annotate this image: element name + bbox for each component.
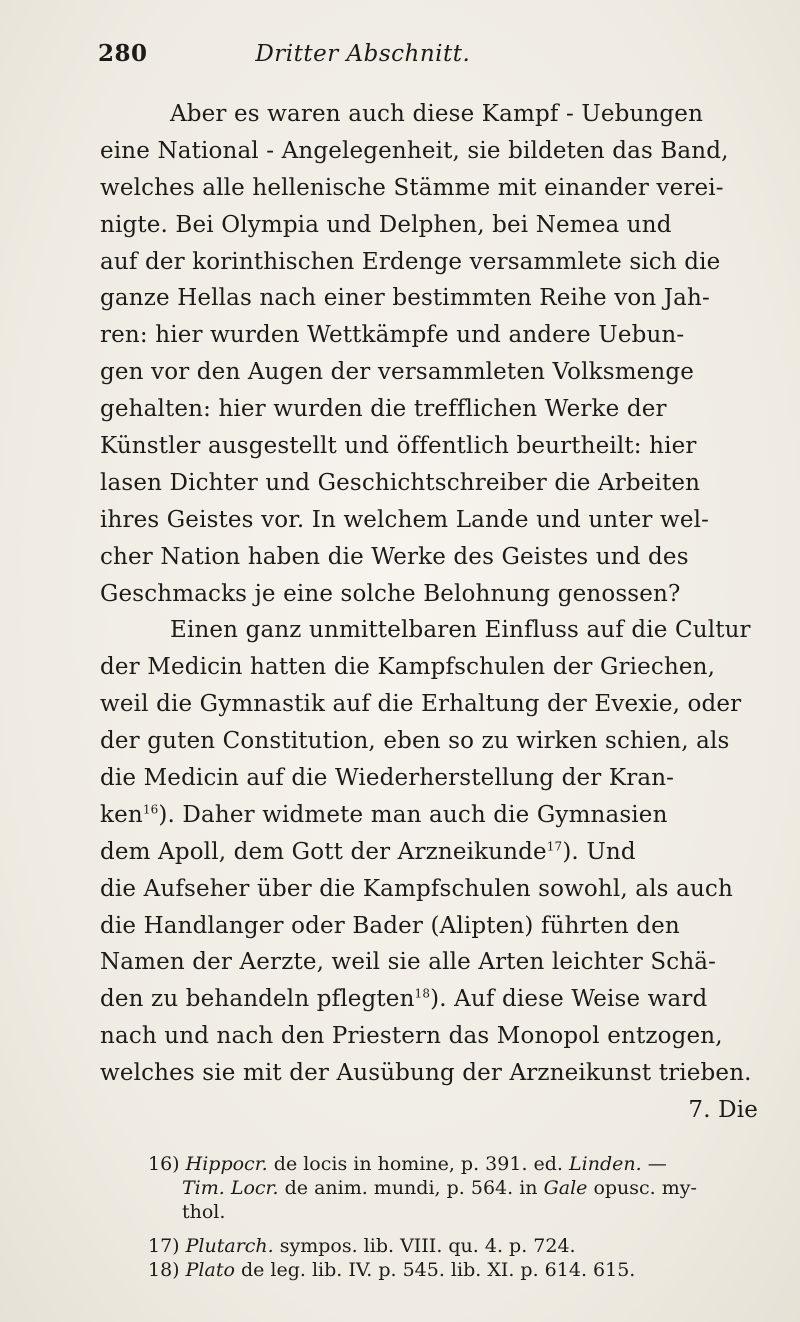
text-line: ganze Hellas nach einer bestimmten Reihe von Jah- bbox=[100, 285, 710, 312]
text-line: die Handlanger oder Bader (Alipten) führten den bbox=[100, 912, 680, 939]
text-line: Künstler ausgestellt und öffentlich beurtheilt: hier bbox=[100, 433, 697, 460]
catchword: 7. Die bbox=[688, 1097, 758, 1124]
footnote-18 bbox=[148, 1258, 768, 1282]
footnote-number: 17) bbox=[148, 1235, 180, 1257]
page-number: 280 bbox=[98, 40, 148, 67]
footnote-ref-16[interactable]: 16 bbox=[142, 802, 159, 817]
text-fragment: dem Apoll, dem Gott der Arzneikunde bbox=[100, 838, 547, 865]
footnote-16-cont bbox=[148, 1200, 768, 1224]
footnote-text: de anim. mundi, p. 564. in bbox=[284, 1177, 538, 1199]
footnote-number: 18) bbox=[148, 1259, 180, 1281]
text-line: welches sie mit der Ausübung der Arzneikunst trieben. bbox=[100, 1060, 752, 1087]
footnote-16 bbox=[148, 1152, 768, 1176]
footnote-dash: — bbox=[647, 1153, 667, 1175]
text-line: ren: hier wurden Wettkämpfe und andere Uebun- bbox=[100, 322, 685, 349]
text-fragment: ). Auf diese Weise ward bbox=[430, 986, 708, 1013]
text-line bbox=[100, 981, 764, 1018]
footnote-author: Hippocr. bbox=[185, 1153, 268, 1175]
footnote-text: de leg. lib. IV. p. 545. lib. XI. p. 614. 615. bbox=[240, 1259, 636, 1281]
text-fragment: ken bbox=[100, 801, 143, 828]
footnote-editor: Gale bbox=[543, 1177, 588, 1199]
footnote-16-cont bbox=[148, 1176, 768, 1200]
body-text bbox=[100, 96, 764, 1129]
text-line: welches alle hellenische Stämme mit einander verei- bbox=[100, 174, 724, 201]
text-line: nach und nach den Priestern das Monopol entzogen, bbox=[100, 1023, 723, 1050]
footnote-text: opusc. my- bbox=[593, 1177, 697, 1199]
footnote-editor: Linden. bbox=[569, 1153, 642, 1175]
text-line: auf der korinthischen Erdenge versammlete sich die bbox=[100, 248, 721, 275]
text-line bbox=[100, 797, 764, 834]
footnote-number: 16) bbox=[148, 1153, 180, 1175]
text-line: Namen der Aerzte, weil sie alle Arten leichter Schä- bbox=[100, 949, 717, 976]
text-line: die Aufseher über die Kampfschulen sowohl, als auch bbox=[100, 875, 733, 902]
footnote-text: thol. bbox=[182, 1201, 226, 1223]
footnote-17 bbox=[148, 1234, 768, 1258]
text-line: eine National - Angelegenheit, sie bildeten das Band, bbox=[100, 137, 729, 164]
footnotes bbox=[148, 1152, 768, 1282]
text-line: die Medicin auf die Wiederherstellung der Kran- bbox=[100, 765, 675, 792]
text-line: Einen ganz unmittelbaren Einfluss auf die Cultur bbox=[170, 617, 751, 644]
text-line: der Medicin hatten die Kampfschulen der Griechen, bbox=[100, 654, 716, 681]
footnote-ref-17[interactable]: 17 bbox=[546, 839, 563, 854]
footnote-author: Tim. Locr. bbox=[182, 1177, 279, 1199]
footnote-author: Plato bbox=[185, 1259, 235, 1281]
text-line: lasen Dichter und Geschichtschreiber die Arbeiten bbox=[100, 469, 701, 496]
text-line bbox=[100, 834, 764, 871]
footnote-author: Plutarch. bbox=[185, 1235, 274, 1257]
footnote-text: sympos. lib. VIII. qu. 4. p. 724. bbox=[279, 1235, 576, 1257]
text-line: nigte. Bei Olympia und Delphen, bei Nemea und bbox=[100, 211, 672, 238]
text-line: Aber es waren auch diese Kampf - Uebungen bbox=[170, 101, 704, 127]
text-line: der guten Constitution, eben so zu wirken schien, als bbox=[100, 728, 730, 755]
text-line: cher Nation haben die Werke des Geistes und des bbox=[100, 543, 689, 570]
text-line: gen vor den Augen der versammleten Volksmenge bbox=[100, 359, 695, 386]
section-title: Dritter Abschnitt. bbox=[255, 41, 471, 67]
running-header bbox=[98, 40, 758, 67]
text-line: ihres Geistes vor. In welchem Lande und unter wel- bbox=[100, 506, 710, 533]
footnote-text: de locis in homine, p. 391. ed. bbox=[273, 1153, 563, 1175]
text-fragment: ). Daher widmete man auch die Gymnasien bbox=[158, 801, 668, 828]
text-line: gehalten: hier wurden die trefflichen Werke der bbox=[100, 396, 667, 423]
footnote-ref-18[interactable]: 18 bbox=[414, 986, 431, 1001]
text-fragment: ). Und bbox=[562, 838, 636, 865]
text-fragment: den zu behandeln pflegten bbox=[100, 986, 415, 1013]
text-line: weil die Gymnastik auf die Erhaltung der Evexie, oder bbox=[100, 691, 742, 718]
text-line: Geschmacks je eine solche Belohnung genossen? bbox=[100, 580, 681, 607]
